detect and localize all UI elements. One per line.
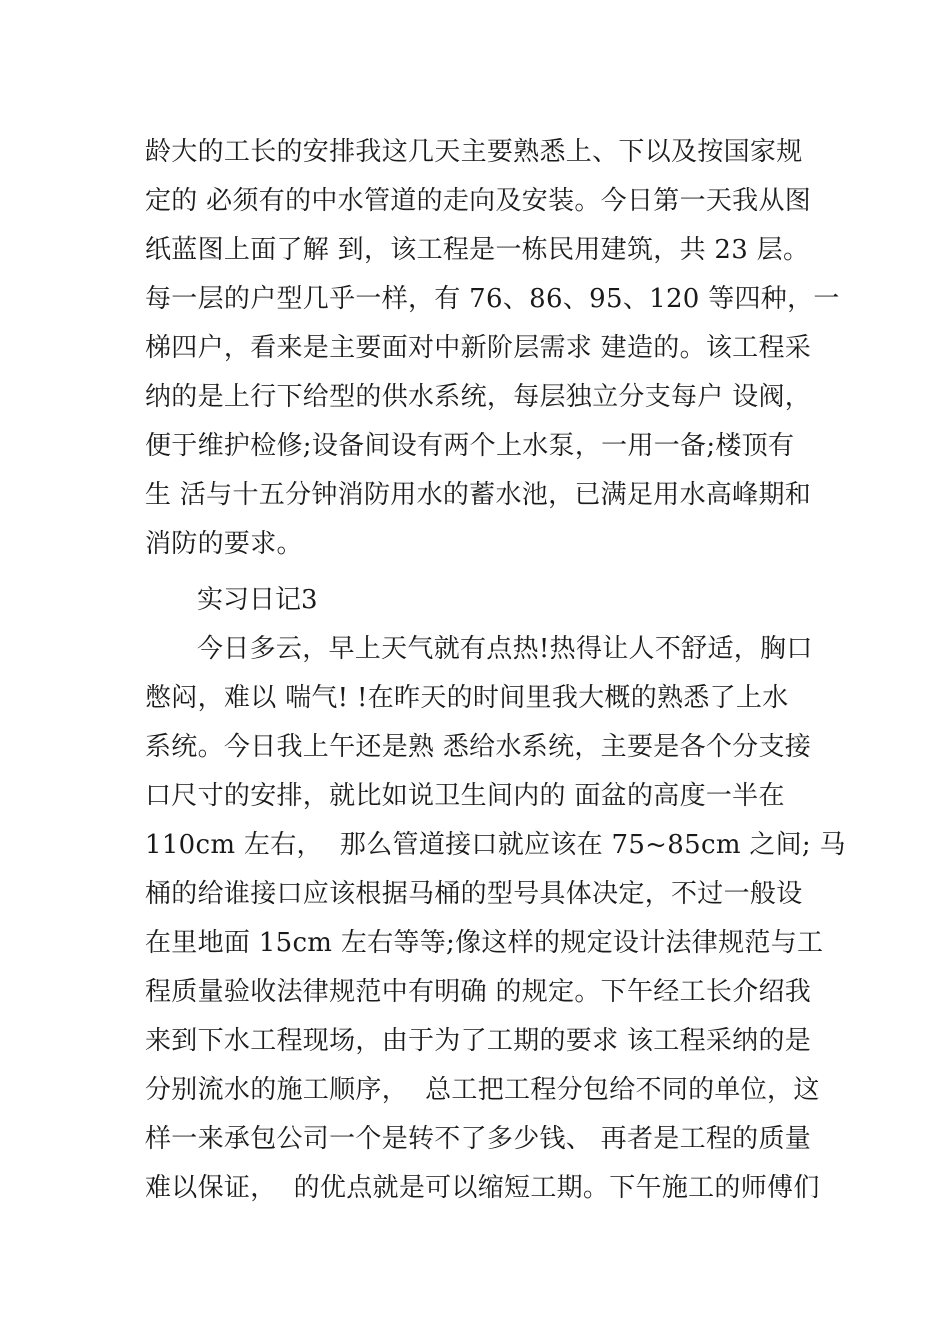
text-line: 分别流水的施工顺序， 总工把工程分包给不同的单位，这 xyxy=(145,1075,820,1105)
section-heading: 实习日记3 xyxy=(197,585,318,615)
text-line: 在里地面 15cm 左右等等;像这样的规定设计法律规范与工 xyxy=(145,928,824,958)
text-line: 来到下水工程现场，由于为了工期的要求 该工程采纳的是 xyxy=(145,1026,812,1056)
text-line: 纸蓝图上面了解 到，该工程是一栋民用建筑，共 23 层。 xyxy=(145,235,810,265)
text-line: 便于维护检修;设备间设有两个上水泵，一用一备;楼顶有 xyxy=(145,431,795,461)
text-line: 样一来承包公司一个是转不了多少钱、 再者是工程的质量 xyxy=(145,1124,812,1154)
text-line: 110cm 左右， 那么管道接口就应该在 75~85cm 之间; 马 xyxy=(145,830,846,860)
text-line: 憋闷，难以 喘气! !在昨天的时间里我大概的熟悉了上水 xyxy=(145,683,789,713)
text-line: 生 活与十五分钟消防用水的蓄水池，已满足用水高峰期和 xyxy=(145,480,812,510)
text-line: 龄大的工长的安排我这几天主要熟悉上、下以及按国家规 xyxy=(145,137,803,167)
diary-section-3 xyxy=(145,576,846,1213)
text-line: 口尺寸的安排，就比如说卫生间内的 面盆的高度一半在 xyxy=(145,781,785,811)
text-line: 定的 必须有的中水管道的走向及安装。今日第一天我从图 xyxy=(145,186,812,216)
text-line: 每一层的户型几乎一样，有 76、86、95、120 等四种，一 xyxy=(145,284,840,314)
text-line: 消防的要求。 xyxy=(145,529,303,559)
text-line: 系统。今日我上午还是熟 悉给水系统，主要是各个分支接 xyxy=(145,732,812,762)
text-line: 桶的给谁接口应该根据马桶的型号具体决定，不过一般设 xyxy=(145,879,803,909)
text-line: 今日多云，早上天气就有点热!热得让人不舒适，胸口 xyxy=(197,634,813,664)
paragraph-continued xyxy=(145,128,840,569)
text-line: 纳的是上行下给型的供水系统，每层独立分支每户 设阀， xyxy=(145,382,812,412)
text-line: 程质量验收法律规范中有明确 的规定。下午经工长介绍我 xyxy=(145,977,812,1007)
text-line: 梯四户，看来是主要面对中新阶层需求 建造的。该工程采 xyxy=(145,333,812,363)
text-line: 难以保证， 的优点就是可以缩短工期。下午施工的师傅们 xyxy=(145,1173,820,1203)
